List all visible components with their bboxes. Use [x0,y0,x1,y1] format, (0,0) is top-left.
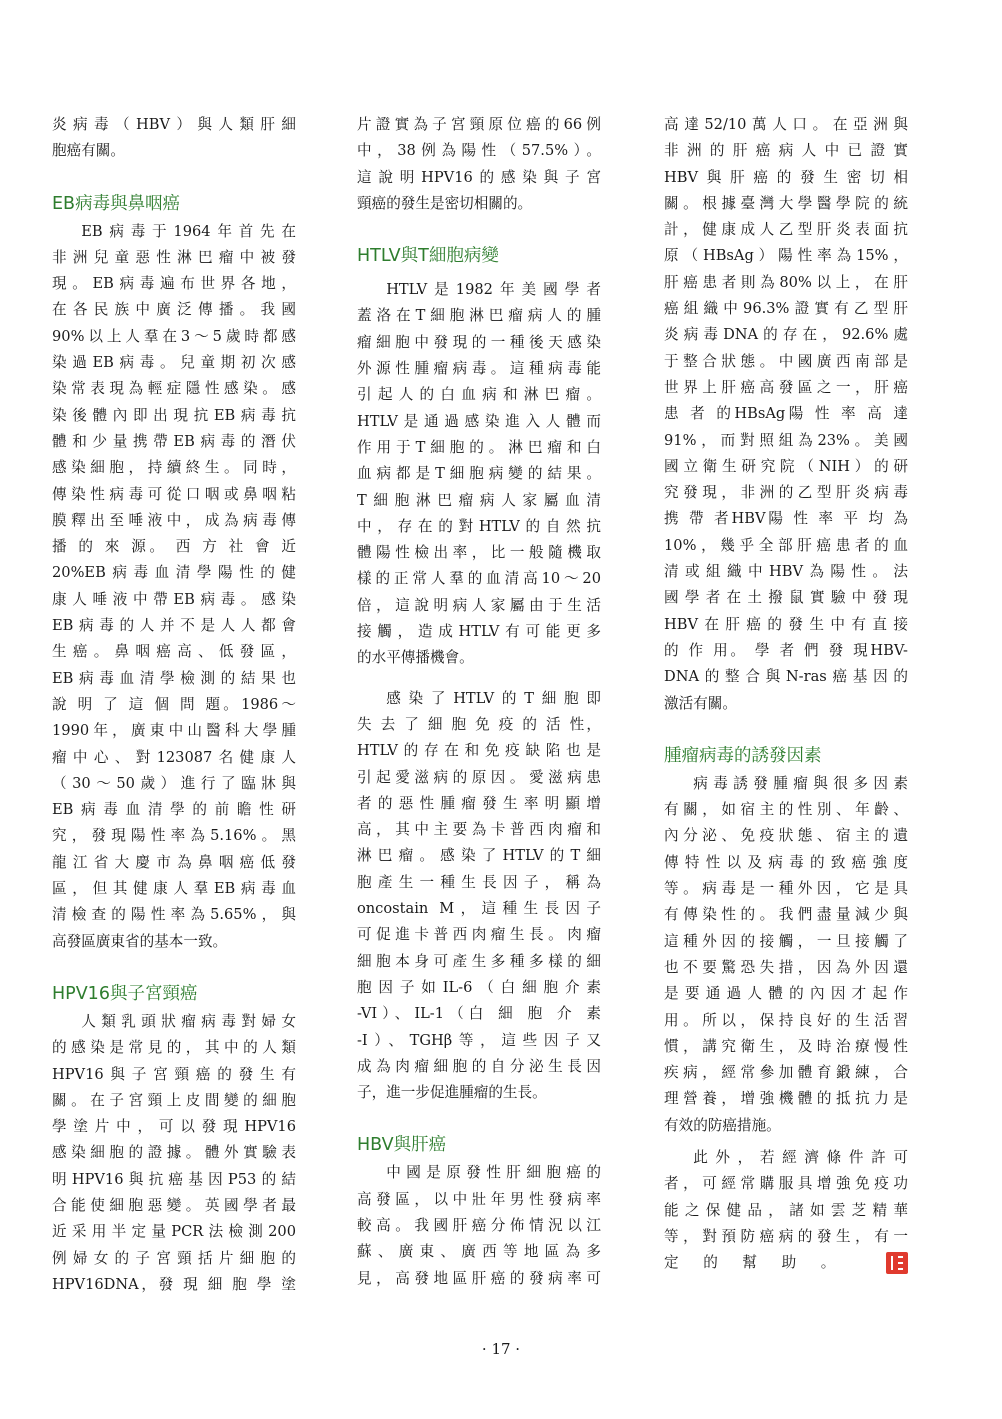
text-line: -I）、TGHβ等，這些因子又 [357,1031,601,1049]
text-line: 病毒誘發腫瘤與很多因素 [693,774,908,792]
text-line: 內分泌、免疫狀態、宿主的遺 [664,827,908,845]
text-line: 淋巴瘤。感染了HTLV的T細 [357,847,601,865]
text-line: 清檢查的陽性率為5.65%，與 [52,906,296,924]
text-line: 接觸，造成HTLV有可能更多 [357,623,601,641]
text-line: 瘤中心、對123087名健康人 [52,748,296,766]
text-line: oncostain M，這種生長因子 [357,900,601,918]
text-line: 在各民族中廣泛傳播。我國 [52,301,296,319]
text-line: 引起愛滋病的原因。愛滋病患 [357,768,601,786]
text-line: 等。病毒是一種外因，它是具 [664,880,908,898]
text-line: EB病毒于1964年首先在 [81,222,296,240]
paragraph [664,771,908,1139]
text-line: HPV16DNA，發 現 細 胞 學 塗 [52,1275,296,1293]
text-line: 學塗片中，可以發現HPV16 [52,1118,296,1136]
text-line: 激活有關。 [664,694,737,712]
text-line: 炎病毒（HBV）與人類肝細 [52,116,296,133]
text-line: 清或組織中HBV為陽性。法 [664,563,908,581]
text-line: 這說明HPV16的感染與子宮 [357,168,601,186]
seal-stamp-icon [886,1252,908,1274]
text-line: 蘇、廣東、廣西等地區為多 [357,1243,601,1261]
paragraph [664,1145,908,1276]
text-line: 定的幫助。 [664,1254,860,1272]
text-line: 引起人的白血病和淋巴瘤。 [357,386,601,404]
text-line: 肝癌患者則為80%以上，在肝 [664,273,908,291]
text-line: 外源性腫瘤病毒。這種病毒能 [357,360,601,378]
text-line: HTLV的存在和免疫缺陷也是 [357,742,601,760]
text-line: 携 帶 者HBV陽 性 率 平 均 為 [664,510,908,528]
text-line: 合能使細胞惡變。英國學者最 [52,1196,296,1214]
text-line: 播 的 來 源。 西 方 社 會 近 [52,538,296,556]
text-line: 非洲的肝癌病人中已證實 [664,142,908,160]
text-line: EB病毒血清學的前瞻性研 [52,801,296,819]
text-line: HBV在肝癌的發生中有直接 [664,615,908,633]
text-line: 失 去 了 細 胞 免 疫 的 活 性， [357,715,601,733]
paragraph [664,112,908,717]
text-line: 90%以上人羣在3～5歲時都感 [52,327,296,345]
page-number: · 17 · [481,1340,521,1358]
text-line: 染過EB病毒。兒童期初次感 [52,354,296,372]
text-line: 作用于T細胞的。淋巴瘤和白 [357,438,601,456]
text-line: 中國是原發性肝細胞癌的 [386,1164,601,1182]
text-line: -VI）、IL-1（白 細 胞 介 素 [357,1005,601,1023]
text-line: 見，高發地區肝癌的發病率可 [357,1269,601,1287]
text-line: T細胞淋巴瘤病人家屬血清 [357,491,601,509]
text-line: 究，發現陽性率為5.16%。黑 [52,827,296,845]
text-line: 膜釋出至唾液中，成為病毒傳 [52,511,296,529]
text-line: 胞癌有關。 [52,142,125,160]
text-line: 例婦女的子宮頸括片細胞的 [52,1249,296,1267]
text-line: 這種外因的接觸，一旦接觸了 [664,932,908,950]
heading-eb-virus: EB病毒與鼻咽癌 [52,193,181,214]
text-line: （30～50歲）進行了臨牀與 [52,774,296,792]
text-line: 20%EB病毒血清學陽性的健 [52,564,296,582]
text-line: EB病毒血清學檢測的結果也 [52,669,296,687]
text-line: 計，健康成人乙型肝炎表面抗 [664,221,908,239]
text-line: 10%，幾乎全部肝癌患者的血 [664,536,908,554]
text-line: 成為肉瘤細胞的自分泌生長因 [357,1057,601,1075]
last-line-wrap [664,1250,908,1276]
heading-tumor-virus-factors: 腫瘤病毒的誘發因素 [664,745,822,766]
text-line: 較高。我國肝癌分佈情況以江 [357,1216,601,1234]
text-line: 世界上肝癌高發區之一，肝癌 [664,378,908,396]
text-line: 子，進一步促進腫瘤的生長。 [357,1084,547,1102]
text-line: 生癌。鼻咽癌高、低發區， [52,643,296,661]
text-line: 用。所以，保持良好的生活習 [664,1011,908,1029]
text-line: 血病都是T細胞病變的結果。 [357,465,601,483]
text-line: 慣，講究衛生，及時治療慢性 [664,1037,908,1055]
paragraph [52,1009,296,1298]
text-line: 傳特性以及病毒的致癌強度 [664,853,908,871]
text-line: 樣的正常人羣的血清高10～20 [357,570,601,588]
text-line: 倍，這說明病人家屬由于生活 [357,596,601,614]
paragraph [357,686,601,1107]
text-line: 原（HBsAg）陽性率為15%， [664,247,908,265]
text-line: 感染細胞的證據。體外實驗表 [52,1144,296,1162]
text-line: 究發現，非洲的乙型肝炎病毒 [664,484,908,502]
text-line: 高達52/10萬人口。在亞洲與 [664,116,908,133]
text-line: HBV與肝癌的發生密切相 [664,168,908,186]
text-line: 高，其中主要為卡普西肉瘤和 [357,821,601,839]
text-line: 區，但其健康人羣EB病毒血 [52,880,296,898]
text-line: 有關，如宿主的性別、年齡、 [664,801,908,819]
text-line: 有傳染性的。我們盡量減少與 [664,906,908,924]
text-line: 明HPV16與抗癌基因P53的結 [52,1170,296,1188]
text-line: 患 者 的HBsAg陽 性 率 高 達 [664,405,908,423]
paragraph [52,219,296,955]
paragraph [52,112,296,165]
text-line: 等，對預防癌病的發生，有一 [664,1227,908,1245]
text-line: 高發區，以中壯年男性發病率 [357,1190,601,1208]
text-line: 非洲兒童惡性淋巴瘤中被發 [52,248,296,266]
text-line: 龍江省大慶市為鼻咽癌低發 [52,853,296,871]
text-line: 高發區廣東省的基本一致。 [52,932,228,950]
text-line: HTLV是通過感染進入人體而 [357,412,601,430]
text-line: 炎病毒DNA的存在，92.6%處 [664,326,908,344]
text-line: 的感染是常見的，其中的人類 [52,1039,296,1057]
text-line: 現。EB病毒遍布世界各地， [52,275,296,293]
text-line: 的水平傳播機會。 [357,649,474,667]
text-line: HPV16與子宮頸癌的發生有 [52,1065,296,1083]
text-line: 者的惡性腫瘤發生率明顯增 [357,794,601,812]
text-line: 中，存在的對HTLV的自然抗 [357,517,601,535]
text-line: 說 明 了 這 個 問 題。1986～ [52,695,296,713]
text-line: 體和少量携帶EB病毒的潛伏 [52,432,296,450]
column-1 [52,112,296,1298]
heading-hbv: HBV與肝癌 [357,1135,447,1156]
text-line: 理營養，增強機體的抵抗力是 [664,1090,908,1108]
text-line: 此外，若經濟條件許可 [693,1148,908,1166]
text-line: 關。根據臺灣大學醫學院的統 [664,194,908,212]
text-line: DNA的整合與N-ras癌基因的 [664,668,908,686]
text-line: 癌組織中96.3%證實有乙型肝 [664,300,908,318]
text-line: 康人唾液中帶EB病毒。感染 [52,590,296,608]
text-line: 疾病，經常參加體育鍛練，合 [664,1064,908,1082]
text-line: 有效的防癌措施。 [664,1116,781,1134]
text-line: 能之保健品，諸如雲芝精華 [664,1201,908,1219]
text-line: EB病毒的人并不是人人都會 [52,617,296,635]
text-line: 體陽性檢出率，比一般隨機取 [357,544,601,562]
paragraph [357,1160,601,1291]
text-line: 頸癌的發生是密切相關的。 [357,194,533,212]
text-line: 片證實為子宮頸原位癌的66例 [357,116,601,133]
text-line: 中，38例為陽性（57.5%）。 [357,142,601,160]
text-line: 國學者在土撥鼠實驗中發現 [664,589,908,607]
text-line: 國立衛生研究院（NIH）的研 [664,457,908,475]
text-line: 蓋洛在T細胞淋巴瘤病人的腫 [357,307,601,325]
text-line: 胞因子如IL-6（白細胞介素 [357,978,601,996]
text-line: 91%，而對照組為23%。美國 [664,431,908,449]
paragraph [357,277,601,671]
heading-htlv: HTLV與T細胞病變 [357,246,499,267]
text-line: 感染細胞，持續終生。同時， [52,459,296,477]
text-line: 1990年，廣東中山醫科大學腫 [52,722,296,740]
paragraph [357,112,601,217]
text-line: 者，可經常購服具增強免疫功 [664,1175,908,1193]
text-line: 關。在子宮頸上皮間變的細胞 [52,1091,296,1109]
text-line: 可促進卡普西肉瘤生長。肉瘤 [357,926,601,944]
text-line: 也不要驚恐失措，因為外因還 [664,958,908,976]
text-line: 近采用半定量PCR法檢測200 [52,1223,296,1241]
text-line: 染後體內即出現抗EB病毒抗 [52,406,296,424]
heading-hpv16: HPV16與子宮頸癌 [52,983,198,1004]
text-line: 于整合狀態。中國廣西南部是 [664,352,908,370]
text-line: 是要通過人體的內因才起作 [664,985,908,1003]
text-line: HTLV是1982年美國學者 [386,281,601,299]
column-3 [664,112,908,1276]
text-line: 人類乳頭狀瘤病毒對婦女 [81,1012,296,1030]
text-line: 感染了HTLV的T細胞即 [386,689,601,707]
text-line: 瘤細胞中發現的一種後天感染 [357,333,601,351]
text-line: 染常表現為輕症隱性感染。感 [52,380,296,398]
text-line: 胞產生一種生長因子，稱為 [357,873,601,891]
text-line: 細胞本身可產生多種多樣的細 [357,952,601,970]
column-2 [357,112,601,1292]
text-line: 的 作 用。 學 者 們 發 現HBV- [664,641,908,659]
text-line: 傳染性病毒可從口咽或鼻咽粘 [52,485,296,503]
